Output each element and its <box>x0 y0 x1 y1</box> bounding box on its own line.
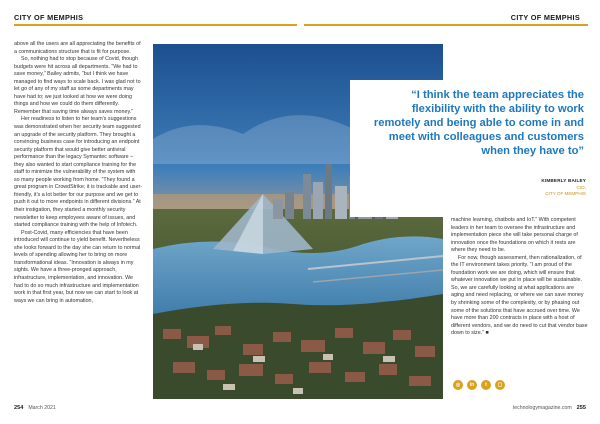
footer-right <box>513 405 586 411</box>
header-rule-right <box>304 24 588 26</box>
header-left-title: CITY OF MEMPHIS <box>14 13 84 22</box>
page-number-right: 255 <box>576 405 586 411</box>
quote-author-title: CIO, <box>576 185 586 190</box>
instagram-icon[interactable]: ▢ <box>495 380 505 390</box>
website-link[interactable]: technologymagazine.com <box>512 405 572 411</box>
quote-author-organization: CITY OF MEMPHIS <box>545 191 586 196</box>
pull-quote: “I think the team appreciates the flexibility with the ability to work remotely and being able to come in and meet with colleagues and customers when they have to” <box>373 89 584 157</box>
twitter-icon[interactable]: t <box>481 380 491 390</box>
globe-icon[interactable]: ◎ <box>453 380 463 390</box>
page-number-left: 254 <box>14 405 24 411</box>
left-text-column <box>14 41 142 305</box>
issue-date: March 2021 <box>28 405 56 411</box>
social-icons <box>453 380 505 390</box>
paragraph: For now, though assessment, then rationalization, of the IT environment takes priority. “I am proud of the foundation work we are doing, which will ensure that whatever innovation we put in place will be sustainable. So, we are carefully looking at what applications are aging and need replacing, or where we can save money by shrinking some of the complexity, or by phasing out some of the solutions that have accrued over time. We have more than 200 contracts in place with a host of different vendors, and we do need to cut that vendor base down to size.” ■ <box>451 254 588 337</box>
quote-author-name: KIMBERLY BAILEY <box>541 178 586 183</box>
footer-left <box>14 405 56 411</box>
paragraph: above all the users are all appreciating the benefits of a communications structure that is fit for purpose. <box>14 41 141 55</box>
header-right-title: CITY OF MEMPHIS <box>510 13 580 22</box>
paragraph: So, nothing had to stop because of Covid, though budgets were hit across all departments. “We had to save money,” Bailey admits, “but I think we have managed to find ways to scale back. I was glad not to let go of any of my staff as some departments may have had to; we just looked at how we were doing things and how we could do them differently. Remember that saving time always saves money.” <box>14 56 141 115</box>
right-text-column <box>451 217 588 338</box>
paragraph: Her readiness to listen to her team’s suggestions was demonstrated when her security team suggested an upgrade of the security platform. They brought a convincing business case for introducing an endpoint security platform that would give better antiviral performance than the legacy Symantec software – they also wanted to start compliance training for the staff to minimize the vulnerability of the system with so many people working from home. “They found a great program in CrowdStrike; it is trackable and user-friendly, it’s a lot better for our purpose and we get to push it out to more endpoints in different divisions.” At their instigation, they started a monthly security newsletter to keep employees aware of issues, and started compliance training with the help of Infotech. <box>14 116 143 229</box>
header-rule-left <box>14 24 297 26</box>
paragraph: machine learning, chatbots and IoT.” With competent leaders in her team to oversee the infrastructure and implementation piece she will take personal charge of innovation once the foundations on which it rests are where they need to be. <box>451 217 578 254</box>
paragraph: Post-Covid, many efficiencies that have been introduced will continue to yield benefit. Nevertheless she looks forward to the day she can return to normal levels of spending allowing her to bring on more transformational ideas. “Innovation is always in my sights. We have a three-pronged approach, infrastructure, implementation, and innovation. We had to do so much infrastructure and implementation work in that first year, but now we can start to look at ways we can bring in automation, <box>14 229 141 304</box>
linkedin-icon[interactable]: in <box>467 380 477 390</box>
